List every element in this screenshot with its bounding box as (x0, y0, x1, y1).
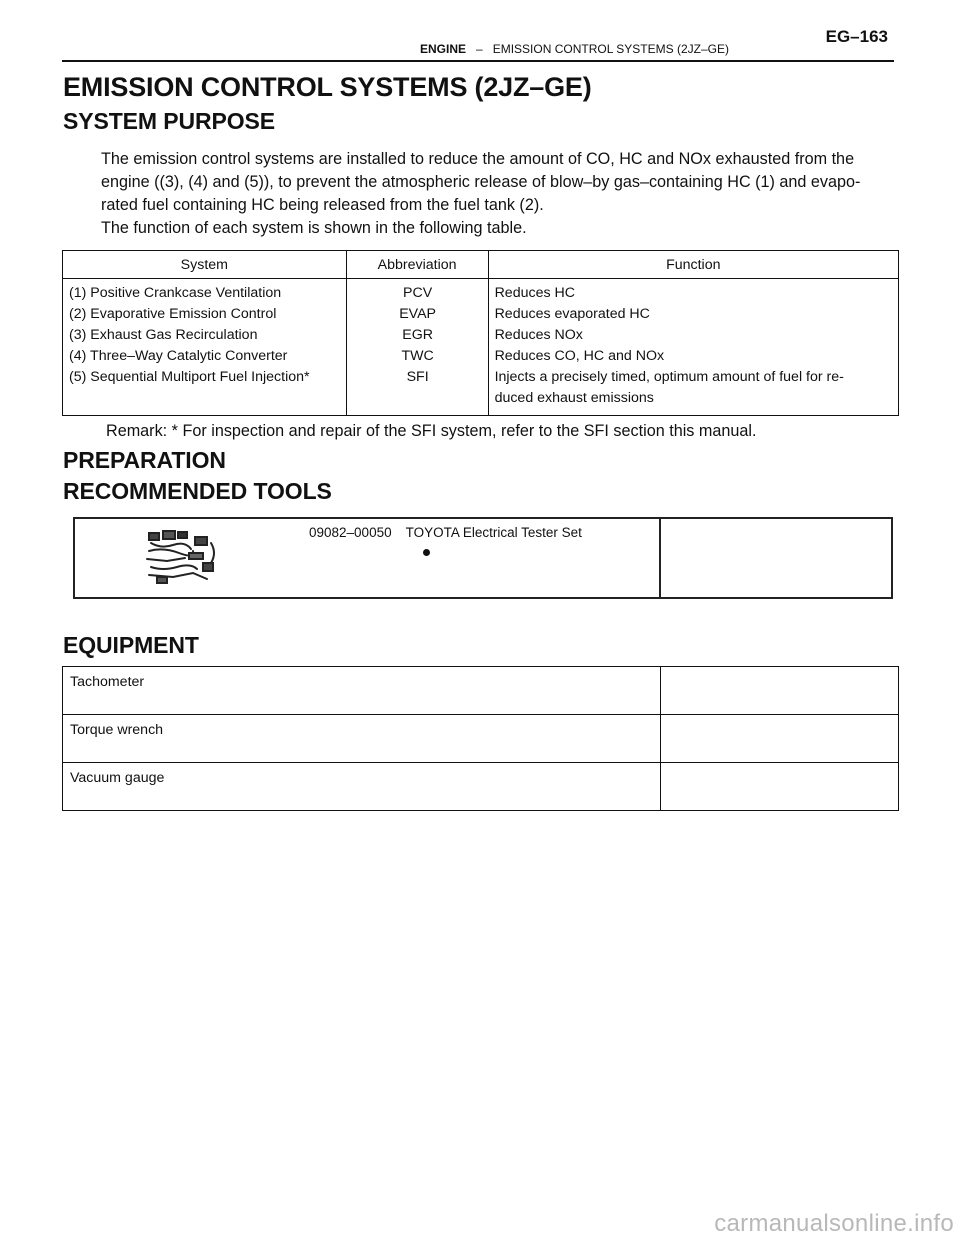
electrical-tester-set-illustration (145, 529, 229, 587)
function-text: Injects a precisely timed, optimum amount of fuel for re- (494, 369, 844, 385)
abbreviation: EGR (402, 327, 433, 343)
equipment-note-cell (661, 667, 899, 715)
system-name: (3) Exhaust Gas Recirculation (69, 327, 258, 343)
equipment-item: Torque wrench (63, 715, 661, 763)
page-title: EMISSION CONTROL SYSTEMS (2JZ–GE) (63, 72, 592, 102)
column-header-system: System (63, 251, 347, 279)
equipment-item: Vacuum gauge (63, 763, 661, 811)
equipment-note-cell (661, 715, 899, 763)
table-row (63, 763, 899, 811)
header-section (420, 42, 729, 56)
bullet-icon (423, 549, 430, 556)
heading-preparation: PREPARATION (63, 447, 226, 473)
system-purpose-text (101, 148, 901, 240)
header-subsection: EMISSION CONTROL SYSTEMS (2JZ–GE) (492, 42, 729, 56)
watermark-text: carmanualsonline.info (714, 1210, 954, 1237)
system-name: (5) Sequential Multiport Fuel Injection* (69, 369, 310, 385)
abbreviation-cell (346, 279, 488, 416)
tool-part-number: 09082–00050 (309, 525, 392, 540)
column-header-abbreviation: Abbreviation (346, 251, 488, 279)
system-name: (4) Three–Way Catalytic Converter (69, 348, 288, 364)
system-cell (63, 279, 347, 416)
function-text: Reduces CO, HC and NOx (494, 348, 665, 364)
header-section-name: ENGINE (420, 42, 467, 56)
page-number: EG–163 (825, 27, 888, 46)
abbreviation: EVAP (399, 306, 437, 322)
table-row (63, 667, 899, 715)
function-text: duced exhaust emissions (494, 390, 654, 406)
tool-name: TOYOTA Electrical Tester Set (405, 525, 582, 540)
heading-recommended-tools: RECOMMENDED TOOLS (63, 478, 332, 504)
function-text: Reduces evaporated HC (494, 306, 650, 322)
intro-line: The function of each system is shown in the following table. (101, 219, 527, 237)
system-name: (2) Evaporative Emission Control (69, 306, 277, 322)
abbreviation: SFI (406, 369, 429, 385)
page-header (62, 24, 894, 62)
systems-table (62, 250, 899, 416)
heading-system-purpose: SYSTEM PURPOSE (63, 108, 276, 134)
intro-line: rated fuel containing HC being released from the fuel tank (2). (101, 196, 544, 214)
function-cell (488, 279, 898, 416)
table-header-row (63, 251, 899, 279)
equipment-item: Tachometer (63, 667, 661, 715)
function-text: Reduces HC (494, 285, 575, 301)
recommended-tools-box (73, 517, 893, 599)
table-row (63, 715, 899, 763)
intro-line: The emission control systems are installed to reduce the amount of CO, HC and NOx exhausted from the (101, 150, 855, 168)
header-dash: – (476, 42, 483, 56)
remark-note: Remark: * For inspection and repair of the SFI system, refer to the SFI section this manual. (106, 422, 757, 440)
abbreviation: PCV (403, 285, 433, 301)
equipment-table (62, 666, 899, 811)
table-row (63, 279, 899, 416)
heading-equipment: EQUIPMENT (63, 632, 199, 658)
abbreviation: TWC (401, 348, 434, 364)
system-name: (1) Positive Crankcase Ventilation (69, 285, 282, 301)
tool-label (309, 525, 596, 540)
function-text: Reduces NOx (494, 327, 583, 343)
column-divider (659, 519, 661, 597)
column-header-function: Function (488, 251, 898, 279)
intro-line: engine ((3), (4) and (5)), to prevent the atmospheric release of blow–by gas–containing HC (1) and evapo- (101, 173, 861, 191)
equipment-note-cell (661, 763, 899, 811)
